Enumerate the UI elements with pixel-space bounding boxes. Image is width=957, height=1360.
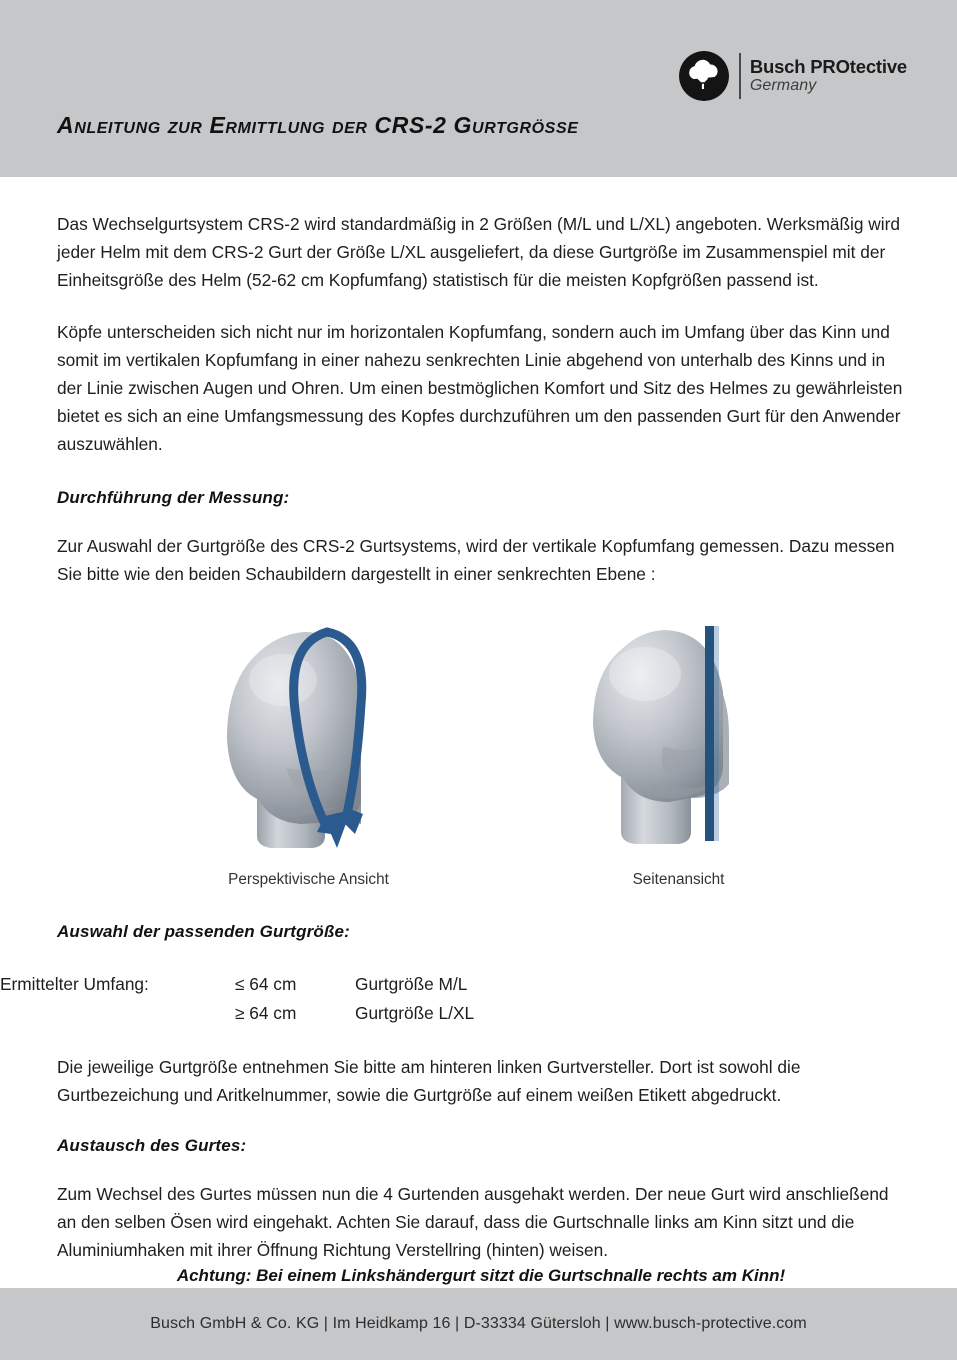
- brand-sub: Germany: [749, 77, 817, 95]
- paragraph-head-shapes: Köpfe unterscheiden sich nicht nur im horizontalen Kopfumfang, sondern auch im Umfang über das Kinn und somit im vertikalen Kopfumfang in einer nahezu senkrechten Linie abgehend von unterhalb des Kinns und in der Linie zwischen Augen und Ohren. Um einen bestmöglichen Komfort und Sitz des Helmes zu gewährleisten bietet es sich an eine Umfangsmessung des Kopfes durchzuführen um den passenden Gurt für den Anwender auszuwählen.: [57, 322, 903, 455]
- figure-perspective: [209, 618, 409, 889]
- paragraph-exchange: Zum Wechsel des Gurtes müssen nun die 4 Gurtenden ausgehakt werden. Der neue Gurt wird anschließend an den selben Ösen wird eingehakt. Achten Sie darauf, dass die Gurtschnalle links am Kinn sitzt und die Aluminiumhaken mit ihrer Öffnung Richtung Verstellring (hinten) weisen.: [57, 1183, 889, 1260]
- paragraph-measurement: Zur Auswahl der Gurtgröße des CRS-2 Gurtsystems, wird der vertikale Kopfumfang gemessen. Dazu messen Sie bitte wie den beiden Schaubildern dargestellt in einer senkrechten Ebene :: [57, 536, 895, 585]
- size-table-measure-2: ≥ 64 cm: [235, 1003, 297, 1024]
- table-row: [0, 970, 474, 999]
- subheading-messung: Durchführung der Messung:: [57, 488, 290, 508]
- paragraph-intro: Das Wechselgurtsystem CRS-2 wird standardmäßig in 2 Größen (M/L und L/XL) angeboten. Werksmäßig wird jeder Helm mit dem CRS-2 Gurt der Größe L/XL ausgeliefert, da diese Gurtgröße im Zusammenspiel mit der Einheitsgröße des Helm (52-62 cm Kopfumfang) statistisch für die meisten Kopfgrößen passend ist.: [57, 214, 900, 291]
- size-table-size-2: Gurtgröße L/XL: [355, 1003, 475, 1024]
- document-body: [0, 177, 957, 1286]
- head-perspective-with-circular-arrow-icon: [209, 618, 409, 863]
- busch-cloud-tree-logo-icon: [678, 50, 730, 102]
- footer-contact: Busch GmbH & Co. KG | Im Heidkamp 16 | D-33334 Gütersloh | www.busch-protective.com: [150, 1315, 807, 1332]
- table-row: [0, 999, 474, 1028]
- paragraph-label-location: Die jeweilige Gurtgröße entnehmen Sie bitte am hinteren linken Gurtversteller. Dort ist sowohl die Gurtbezeichung und Aritkelnummer, sowie die Gurtgröße auf einem weißen Etikett abgedruckt.: [57, 1056, 801, 1105]
- figure-side: [579, 618, 779, 889]
- page-footer: [0, 1288, 957, 1360]
- size-table-size-1: Gurtgröße M/L: [355, 974, 468, 995]
- brand-logo: [678, 50, 907, 102]
- head-side-view-with-vertical-plane-icon: [579, 618, 779, 863]
- figure-row: [0, 618, 957, 889]
- brand-name: Busch PROtective: [749, 55, 907, 77]
- figure-caption-side: Seitenansicht: [632, 871, 725, 889]
- page-title: Anleitung zur Ermittlung der CRS-2 Gurtgrösse: [57, 112, 579, 138]
- figure-caption-perspective: Perspektivische Ansicht: [228, 871, 389, 889]
- size-selection-table: [0, 970, 474, 1029]
- page-header: [0, 0, 957, 177]
- size-table-label: Ermittelter Umfang:: [0, 974, 149, 995]
- warning-note: Achtung: Bei einem Linkshändergurt sitzt die Gurtschnalle rechts am Kinn!: [176, 1265, 786, 1285]
- subheading-austausch: Austausch des Gurtes:: [57, 1135, 247, 1155]
- subheading-auswahl: Auswahl der passenden Gurtgröße:: [57, 922, 350, 942]
- size-table-label-empty: [0, 999, 235, 1028]
- logo-divider: [739, 53, 741, 99]
- logo-wordmark: [750, 57, 907, 96]
- size-table-measure-1: ≤ 64 cm: [235, 974, 297, 995]
